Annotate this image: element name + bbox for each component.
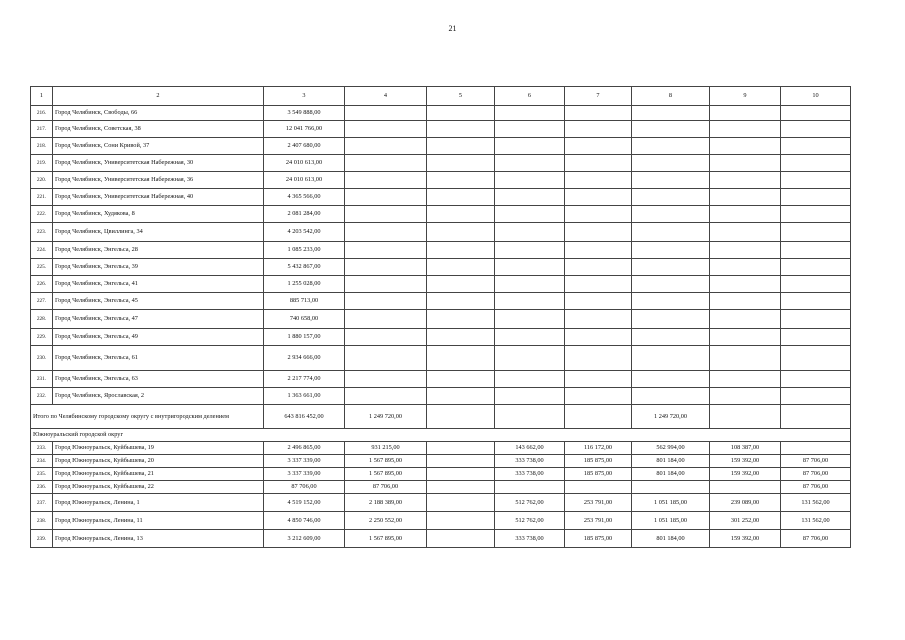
value-cell (565, 310, 632, 329)
value-cell (495, 206, 565, 223)
table-row (31, 121, 851, 138)
value-cell (495, 242, 565, 259)
address-cell: Город Южноуральск, Ленина, 1 (53, 494, 264, 512)
table-row (31, 276, 851, 293)
value-cell: 253 791,00 (565, 512, 632, 530)
row-number-cell: 220. (31, 172, 53, 189)
value-cell (565, 276, 632, 293)
data-table (30, 86, 851, 548)
value-cell (495, 293, 565, 310)
value-cell: 1 051 185,00 (632, 494, 710, 512)
value-cell (781, 172, 851, 189)
value-cell (427, 455, 495, 468)
row-number-cell: 237. (31, 494, 53, 512)
value-cell (632, 206, 710, 223)
value-cell: 562 994,00 (632, 442, 710, 455)
value-cell (345, 189, 427, 206)
value-cell (495, 121, 565, 138)
value-cell (710, 106, 781, 121)
address-cell: Город Челябинск, Энгельса, 63 (53, 371, 264, 388)
value-cell (710, 371, 781, 388)
value-cell: 131 562,00 (781, 512, 851, 530)
address-cell: Город Челябинск, Советская, 38 (53, 121, 264, 138)
value-cell (427, 442, 495, 455)
row-number-cell: 235. (31, 468, 53, 481)
value-cell: 2 496 865,00 (264, 442, 345, 455)
column-header: 7 (565, 87, 632, 106)
value-cell (565, 293, 632, 310)
value-cell: 2 188 389,00 (345, 494, 427, 512)
table-row (31, 223, 851, 242)
value-cell: 159 392,00 (710, 530, 781, 548)
value-cell (565, 172, 632, 189)
value-cell: 108 387,00 (710, 442, 781, 455)
value-cell: 159 392,00 (710, 468, 781, 481)
total-value-cell: 643 816 452,00 (264, 405, 345, 429)
value-cell (781, 371, 851, 388)
value-cell (427, 155, 495, 172)
value-cell (710, 155, 781, 172)
value-cell (565, 223, 632, 242)
value-cell: 3 337 339,00 (264, 455, 345, 468)
table-row (31, 138, 851, 155)
value-cell: 4 850 746,00 (264, 512, 345, 530)
value-cell: 2 407 680,00 (264, 138, 345, 155)
table-row (31, 106, 851, 121)
value-cell (632, 172, 710, 189)
table-row (31, 455, 851, 468)
value-cell (710, 329, 781, 346)
total-value-cell: 1 249 720,00 (345, 405, 427, 429)
total-value-cell (710, 405, 781, 429)
value-cell: 2 934 666,00 (264, 346, 345, 371)
row-number-cell: 230. (31, 346, 53, 371)
value-cell (565, 138, 632, 155)
value-cell: 24 010 613,00 (264, 155, 345, 172)
total-label: Итого по Челябинскому городскому округу с внутригородским делением (31, 405, 264, 429)
total-row (31, 405, 851, 429)
value-cell: 1 085 233,00 (264, 242, 345, 259)
value-cell (495, 481, 565, 494)
column-header: 6 (495, 87, 565, 106)
total-value-cell (495, 405, 565, 429)
value-cell: 333 738,00 (495, 455, 565, 468)
value-cell: 333 738,00 (495, 468, 565, 481)
value-cell (427, 293, 495, 310)
value-cell (345, 155, 427, 172)
section-title: Южноуральский городской округ (31, 429, 851, 442)
row-number-cell: 227. (31, 293, 53, 310)
value-cell: 1 051 185,00 (632, 512, 710, 530)
value-cell (710, 388, 781, 405)
row-number-cell: 229. (31, 329, 53, 346)
value-cell: 87 706,00 (781, 455, 851, 468)
value-cell: 801 184,00 (632, 455, 710, 468)
value-cell: 4 365 566,00 (264, 189, 345, 206)
value-cell: 740 658,00 (264, 310, 345, 329)
address-cell: Город Челябинск, Энгельса, 45 (53, 293, 264, 310)
address-cell: Город Южноуральск, Куйбышева, 19 (53, 442, 264, 455)
value-cell (427, 259, 495, 276)
value-cell: 512 762,00 (495, 512, 565, 530)
value-cell (495, 371, 565, 388)
value-cell (632, 276, 710, 293)
value-cell (565, 329, 632, 346)
address-cell: Город Челябинск, Свободы, 66 (53, 106, 264, 121)
total-value-cell: 1 249 720,00 (632, 405, 710, 429)
table-row (31, 346, 851, 371)
value-cell: 87 706,00 (264, 481, 345, 494)
row-number-cell: 233. (31, 442, 53, 455)
table-row (31, 155, 851, 172)
table-row (31, 494, 851, 512)
row-number-cell: 218. (31, 138, 53, 155)
column-header: 8 (632, 87, 710, 106)
value-cell: 2 217 774,00 (264, 371, 345, 388)
value-cell (710, 259, 781, 276)
value-cell (781, 206, 851, 223)
value-cell: 3 337 339,00 (264, 468, 345, 481)
value-cell (710, 206, 781, 223)
value-cell (781, 189, 851, 206)
column-header: 4 (345, 87, 427, 106)
address-cell: Город Южноуральск, Куйбышева, 22 (53, 481, 264, 494)
value-cell (632, 388, 710, 405)
value-cell (781, 155, 851, 172)
value-cell (565, 371, 632, 388)
value-cell (632, 329, 710, 346)
value-cell (710, 346, 781, 371)
value-cell (781, 293, 851, 310)
row-number-cell: 221. (31, 189, 53, 206)
value-cell (632, 293, 710, 310)
value-cell: 185 875,00 (565, 530, 632, 548)
value-cell (565, 206, 632, 223)
value-cell (495, 138, 565, 155)
address-cell: Город Челябинск, Цвиллинга, 34 (53, 223, 264, 242)
value-cell (427, 310, 495, 329)
value-cell (781, 388, 851, 405)
value-cell: 1 880 157,00 (264, 329, 345, 346)
column-header: 5 (427, 87, 495, 106)
value-cell (495, 329, 565, 346)
table-row (31, 329, 851, 346)
address-cell: Город Южноуральск, Куйбышева, 20 (53, 455, 264, 468)
column-header: 1 (31, 87, 53, 106)
value-cell (345, 172, 427, 189)
column-header: 9 (710, 87, 781, 106)
column-header: 2 (53, 87, 264, 106)
address-cell: Город Челябинск, Университетская Набережная, 36 (53, 172, 264, 189)
value-cell (427, 329, 495, 346)
value-cell (495, 223, 565, 242)
value-cell (345, 371, 427, 388)
row-number-cell: 216. (31, 106, 53, 121)
table-row (31, 530, 851, 548)
row-number-cell: 236. (31, 481, 53, 494)
value-cell: 1 567 895,00 (345, 468, 427, 481)
value-cell (632, 189, 710, 206)
value-cell (495, 106, 565, 121)
value-cell (710, 293, 781, 310)
value-cell (781, 138, 851, 155)
value-cell (781, 346, 851, 371)
value-cell: 24 010 613,00 (264, 172, 345, 189)
address-cell: Город Челябинск, Ярославская, 2 (53, 388, 264, 405)
value-cell (427, 530, 495, 548)
address-cell: Город Челябинск, Худякова, 8 (53, 206, 264, 223)
page-number: 21 (448, 24, 457, 33)
value-cell: 185 875,00 (565, 455, 632, 468)
value-cell (710, 223, 781, 242)
value-cell: 512 762,00 (495, 494, 565, 512)
value-cell (427, 468, 495, 481)
address-cell: Город Челябинск, Энгельса, 28 (53, 242, 264, 259)
value-cell (632, 242, 710, 259)
value-cell (427, 512, 495, 530)
value-cell: 253 791,00 (565, 494, 632, 512)
value-cell: 87 706,00 (781, 530, 851, 548)
value-cell (565, 388, 632, 405)
value-cell (710, 242, 781, 259)
table-row (31, 310, 851, 329)
value-cell (495, 189, 565, 206)
value-cell (345, 259, 427, 276)
total-value-cell (427, 405, 495, 429)
address-cell: Город Челябинск, Сони Кривой, 37 (53, 138, 264, 155)
value-cell (345, 206, 427, 223)
value-cell: 801 184,00 (632, 468, 710, 481)
address-cell: Город Южноуральск, Куйбышева, 21 (53, 468, 264, 481)
value-cell: 1 363 661,00 (264, 388, 345, 405)
table-row (31, 468, 851, 481)
value-cell (781, 121, 851, 138)
value-cell (781, 106, 851, 121)
value-cell (345, 346, 427, 371)
value-cell: 333 738,00 (495, 530, 565, 548)
value-cell (632, 346, 710, 371)
table-header-row (31, 87, 851, 106)
table-row (31, 293, 851, 310)
value-cell (427, 223, 495, 242)
value-cell (427, 172, 495, 189)
value-cell (781, 310, 851, 329)
value-cell: 301 252,00 (710, 512, 781, 530)
value-cell (710, 276, 781, 293)
table-row (31, 512, 851, 530)
value-cell (427, 106, 495, 121)
row-number-cell: 231. (31, 371, 53, 388)
column-header: 10 (781, 87, 851, 106)
value-cell (632, 223, 710, 242)
value-cell (495, 155, 565, 172)
value-cell (345, 121, 427, 138)
value-cell (781, 259, 851, 276)
value-cell (495, 172, 565, 189)
column-header: 3 (264, 87, 345, 106)
row-number-cell: 225. (31, 259, 53, 276)
value-cell (427, 494, 495, 512)
value-cell (427, 346, 495, 371)
value-cell: 159 392,00 (710, 455, 781, 468)
value-cell (781, 442, 851, 455)
value-cell (565, 242, 632, 259)
value-cell (565, 346, 632, 371)
row-number-cell: 222. (31, 206, 53, 223)
address-cell: Город Челябинск, Энгельса, 61 (53, 346, 264, 371)
value-cell (427, 206, 495, 223)
value-cell: 87 706,00 (345, 481, 427, 494)
value-cell (710, 481, 781, 494)
value-cell (565, 155, 632, 172)
table-row (31, 371, 851, 388)
value-cell (565, 121, 632, 138)
address-cell: Город Челябинск, Университетская Набережная, 40 (53, 189, 264, 206)
value-cell (710, 121, 781, 138)
value-cell: 801 184,00 (632, 530, 710, 548)
row-number-cell: 224. (31, 242, 53, 259)
table-row (31, 189, 851, 206)
value-cell: 87 706,00 (781, 468, 851, 481)
value-cell (710, 172, 781, 189)
row-number-cell: 217. (31, 121, 53, 138)
value-cell (781, 242, 851, 259)
value-cell (632, 155, 710, 172)
row-number-cell: 232. (31, 388, 53, 405)
value-cell (427, 121, 495, 138)
address-cell: Город Челябинск, Энгельса, 39 (53, 259, 264, 276)
address-cell: Город Челябинск, Университетская Набережная, 30 (53, 155, 264, 172)
value-cell: 12 041 766,00 (264, 121, 345, 138)
value-cell: 3 212 609,00 (264, 530, 345, 548)
value-cell: 2 081 284,00 (264, 206, 345, 223)
value-cell: 2 250 552,00 (345, 512, 427, 530)
row-number-cell: 223. (31, 223, 53, 242)
table-row (31, 481, 851, 494)
row-number-cell: 234. (31, 455, 53, 468)
value-cell (345, 106, 427, 121)
value-cell (495, 310, 565, 329)
row-number-cell: 226. (31, 276, 53, 293)
value-cell (632, 259, 710, 276)
value-cell: 143 662,00 (495, 442, 565, 455)
table-row (31, 242, 851, 259)
value-cell (427, 276, 495, 293)
value-cell (345, 293, 427, 310)
value-cell (427, 242, 495, 259)
value-cell (565, 106, 632, 121)
value-cell (345, 388, 427, 405)
value-cell: 239 089,00 (710, 494, 781, 512)
value-cell: 131 562,00 (781, 494, 851, 512)
value-cell (345, 276, 427, 293)
section-header-row (31, 429, 851, 442)
value-cell (345, 223, 427, 242)
value-cell (632, 121, 710, 138)
value-cell (710, 189, 781, 206)
address-cell: Город Челябинск, Энгельса, 49 (53, 329, 264, 346)
value-cell (632, 481, 710, 494)
value-cell: 4 203 542,00 (264, 223, 345, 242)
row-number-cell: 228. (31, 310, 53, 329)
value-cell (565, 189, 632, 206)
value-cell (427, 371, 495, 388)
value-cell (427, 189, 495, 206)
row-number-cell: 219. (31, 155, 53, 172)
value-cell: 87 706,00 (781, 481, 851, 494)
value-cell (495, 346, 565, 371)
table-row (31, 206, 851, 223)
value-cell (427, 138, 495, 155)
value-cell (345, 310, 427, 329)
value-cell: 1 567 895,00 (345, 455, 427, 468)
value-cell (632, 138, 710, 155)
value-cell (565, 259, 632, 276)
table-row (31, 388, 851, 405)
value-cell (632, 371, 710, 388)
address-cell: Город Южноуральск, Ленина, 13 (53, 530, 264, 548)
value-cell (345, 138, 427, 155)
value-cell (632, 310, 710, 329)
value-cell (345, 242, 427, 259)
value-cell: 4 519 152,00 (264, 494, 345, 512)
value-cell: 3 549 888,00 (264, 106, 345, 121)
value-cell (632, 106, 710, 121)
address-cell: Город Челябинск, Энгельса, 47 (53, 310, 264, 329)
value-cell (565, 481, 632, 494)
total-value-cell (565, 405, 632, 429)
row-number-cell: 238. (31, 512, 53, 530)
table-row (31, 172, 851, 189)
value-cell: 1 567 895,00 (345, 530, 427, 548)
value-cell (495, 388, 565, 405)
value-cell: 5 432 867,00 (264, 259, 345, 276)
address-cell: Город Южноуральск, Ленина, 11 (53, 512, 264, 530)
value-cell (710, 310, 781, 329)
value-cell: 931 215,00 (345, 442, 427, 455)
value-cell: 885 713,00 (264, 293, 345, 310)
value-cell (710, 138, 781, 155)
table-row (31, 259, 851, 276)
value-cell (427, 481, 495, 494)
value-cell (781, 276, 851, 293)
value-cell (345, 329, 427, 346)
value-cell: 116 172,00 (565, 442, 632, 455)
row-number-cell: 239. (31, 530, 53, 548)
value-cell (427, 388, 495, 405)
table-row (31, 442, 851, 455)
value-cell (781, 329, 851, 346)
address-cell: Город Челябинск, Энгельса, 41 (53, 276, 264, 293)
value-cell (495, 259, 565, 276)
total-value-cell (781, 405, 851, 429)
value-cell: 185 875,00 (565, 468, 632, 481)
value-cell (495, 276, 565, 293)
value-cell: 1 255 028,00 (264, 276, 345, 293)
value-cell (781, 223, 851, 242)
